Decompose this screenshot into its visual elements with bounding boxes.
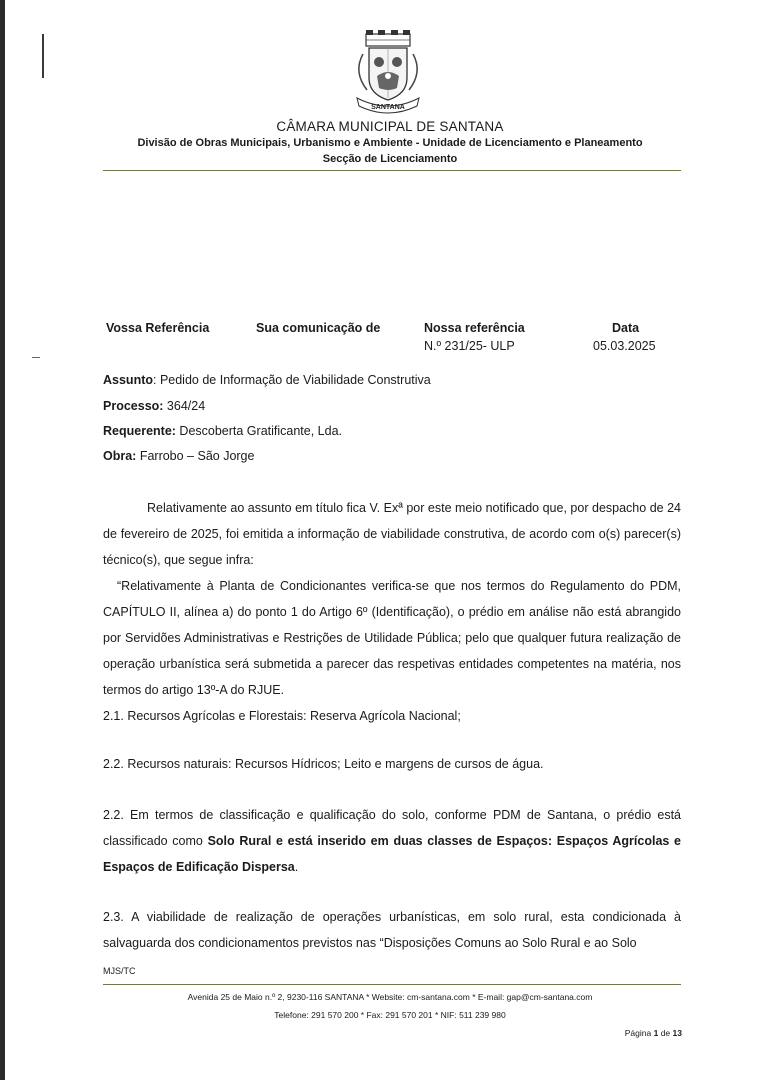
footer-address: Avenida 25 de Maio n.º 2, 9230-116 SANTANA * Website: cm-santana.com * E-mail: gap@cm-santana.com [187, 992, 593, 1002]
header-divider [103, 170, 681, 171]
date-label: Data [612, 321, 640, 335]
our-reference-value: N.º 231/25- ULP [424, 339, 515, 353]
subject-label: Assunto [103, 373, 153, 387]
page-number: Página 1 de 13 [624, 1028, 682, 1038]
applicant-value: Descoberta Gratificante, Lda. [175, 424, 342, 438]
footer-contacts: Telefone: 291 570 200 * Fax: 291 570 201 * NIF: 511 239 980 [274, 1010, 506, 1020]
section-subtitle: Secção de Licenciamento [322, 153, 458, 165]
intro-paragraph: Relativamente ao assunto em título fica V. Exª por este meio notificado que, por despacho de 24 de fevereiro de 2025, foi emitida a informação de viabilidade construtiva, de acordo com o(s) parecer(s) técnico(s), que segue infra: [103, 501, 681, 567]
footer-divider [103, 984, 681, 985]
scan-tick [32, 357, 40, 358]
work-field [103, 449, 254, 463]
quote-paragraph: “Relativamente à Planta de Condicionantes verifica-se que nos termos do Regulamento do PDM, CAPÍTULO II, alínea a) do ponto 1 do Artigo 6º (Identificação), o prédio em análise não está abrangido por Servidões Administrativas e Restrições de Utilidade Pública; pelo que qualquer futura realização de operação urbanística será submetida a parecer das respetivas entidades competentes na matéria, nos termos do artigo 13º-A do RJUE. [103, 579, 681, 697]
body-text [103, 495, 681, 729]
process-field [103, 399, 205, 413]
item-2-1: 2.1. Recursos Agrícolas e Florestais: Reserva Agrícola Nacional; [103, 709, 461, 723]
process-label: Processo: [103, 399, 164, 413]
applicant-field [103, 424, 342, 438]
applicant-label: Requerente: [103, 424, 176, 438]
work-value: Farrobo – São Jorge [136, 449, 255, 463]
svg-text:SANTANA: SANTANA [371, 104, 405, 111]
subject-field [103, 373, 431, 387]
subject-value: : Pedido de Informação de Viabilidade Construtiva [153, 373, 431, 387]
your-reference-label: Vossa Referência [106, 321, 210, 335]
item-2-3: 2.3. A viabilidade de realização de operações urbanísticas, em solo rural, esta condicionada à salvaguarda dos condicionamentos previstos nas “Disposições Comuns ao Solo Rural e ao Solo [103, 910, 681, 950]
date-value: 05.03.2025 [593, 339, 656, 353]
item-2-2-natural: 2.2. Recursos naturais: Recursos Hídricos; Leito e margens de cursos de água. [103, 757, 544, 771]
municipal-crest-logo [343, 28, 433, 118]
our-reference-label: Nossa referência [424, 321, 525, 335]
soil-classification-bold: Solo Rural e está inserido em duas classes de Espaços: Espaços Agrícolas e Espaços de Edificação Dispersa [103, 834, 682, 874]
division-subtitle: Divisão de Obras Municipais, Urbanismo e Ambiente - Unidade de Licenciamento e Planeamento [137, 137, 643, 149]
scan-mark [42, 34, 44, 78]
author-initials: MJS/TC [103, 966, 136, 976]
item-2-2-classification: 2.2. Em termos de classificação e qualificação do solo, conforme PDM de Santana, o prédio está classificado como Solo Rural e está inserido em duas classes de Espaços: Espaços Agrícolas e Espaços de Edificação Dispersa. [103, 808, 682, 874]
work-label: Obra: [103, 449, 137, 463]
process-value: 364/24 [163, 399, 206, 413]
page-title: CÂMARA MUNICIPAL DE SANTANA [276, 119, 504, 134]
your-communication-label: Sua comunicação de [256, 321, 381, 335]
